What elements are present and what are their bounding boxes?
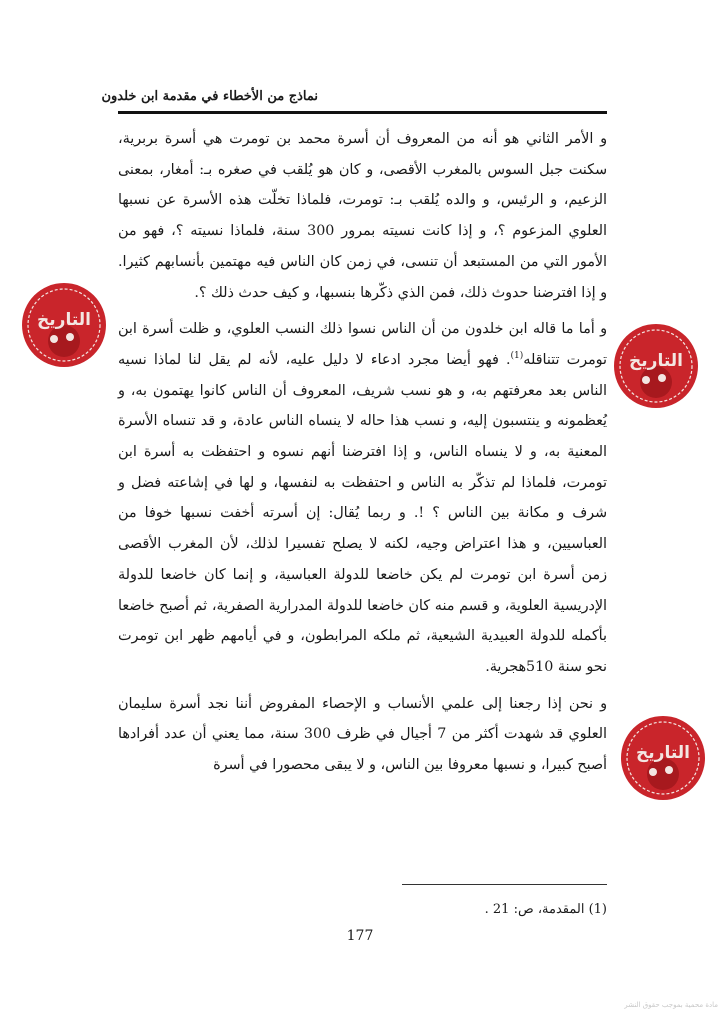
paragraph-2-text-before-note: و أما ما قاله ابن خلدون من أن الناس نسوا ذلك النسب العلوي، و ظلت أسرة ابن تومرت تتناقله	[118, 321, 607, 368]
seal-lettering: التاريخ	[37, 310, 91, 330]
paragraph-2	[118, 314, 607, 682]
watermark-seal-graphic	[612, 322, 700, 410]
footnote-reference[interactable]: (1)	[510, 351, 524, 362]
page-number: 177	[346, 928, 374, 944]
copyright-watermark: مادة محمية بموجب حقوق النشر	[624, 1001, 718, 1009]
seal-ornament	[642, 376, 650, 384]
footnote-rule	[402, 884, 607, 885]
seal-ornament	[658, 374, 666, 382]
paragraph-1: و الأمر الثاني هو أنه من المعروف أن أسرة محمد بن تومرت هي أسرة بربرية، سكنت جبل السوس بالمغرب الأقصى، و كان هو يُلقب في صغره بـ: أمغار، بمعنى الزعيم، و الرئيس، و والده يُلقب بـ: تومرت، فلماذا تخلّت هذه الأسرة عن نسبها العلوي المزعوم ؟، و إذا كانت نسيته بمرور 300 سنة، فلماذا نسيته ؟، فهو من الأمور التي من المستبعد أن تنسى، في زمن كان الناس فيه مهتمين بأنسابهم كثيرا. و إذا افترضنا حدوث ذلك، فمن الذي ذكّرها بنسبها، و كيف حدث ذلك ؟.	[118, 131, 607, 301]
paragraph-3: و نحن إذا رجعنا إلى علمي الأنساب و الإحصاء المفروض أننا نجد أسرة سليمان العلوي قد شهدت أكثر من 7 أجيال في ظرف 300 سنة، مما يعني أن عدد أفرادها أصبح كبيرا، و نسبها معروفا بين الناس، و لا يبقى محصورا في أسرة	[118, 695, 608, 774]
seal-ornament	[665, 766, 673, 774]
seal-ornament	[50, 335, 58, 343]
running-header-title: نماذج من الأخطاء في مقدمة ابن خلدون	[101, 89, 318, 104]
footnote: (1) المقدمة، ص: 21 .	[484, 902, 607, 917]
watermark-seal-graphic	[20, 281, 108, 369]
watermark-seal-icon	[612, 322, 700, 410]
main-text	[118, 124, 607, 781]
watermark-seal-icon	[20, 281, 108, 369]
seal-lettering: التاريخ	[629, 351, 683, 371]
seal-ornament	[649, 768, 657, 776]
paragraph-2-text-after-note: . فهو أيضا مجرد ادعاء لا دليل عليه، لأنه لم يقل لنا لماذا نسيه الناس بعد معرفتهم به، و هو نسب شريف، المعروف أن الناس كانوا يهتمون به، و يُعظمونه و ينتسبون إليه، و نسب هذا حاله لا ينساه الناس عادة، و قد تنساه الأسرة المعنية به، و لا ينساه الناس، و إذا افترضنا أنهم نسوه و احتفظت به أسرة ابن تومرت، فلماذا لم تذكّر به الناس و احتفظت به لنفسها، و لها في إشاعته فضل و شرف و مكانة بين الناس ؟ !. و ربما يُقال: إن أسرته أخفت نسبها خوفا من العباسيين، و هذا اعتراض وجيه، لكنه لا يصلح تفسيرا لذلك، لأن المغرب الأقصى زمن أسرة ابن تومرت لم يكن خاضعا للدولة العباسية، و إنما كان خاضعا للدولة الإدريسية العلوية، و قسم منه كان خاضعا للدولة المدرارية الصفرية، ثم أصبح خاضعا بأكمله للدولة العبيدية الشيعية، ثم ملكه المرابطون، و في أيامهم ظهر ابن تومرت نحو سنة 510هجرية.	[118, 351, 607, 675]
seal-lettering: التاريخ	[636, 743, 690, 763]
header-rule	[118, 111, 607, 114]
seal-ornament	[66, 333, 74, 341]
watermark-seal-icon	[619, 714, 707, 802]
watermark-seal-graphic	[619, 714, 707, 802]
